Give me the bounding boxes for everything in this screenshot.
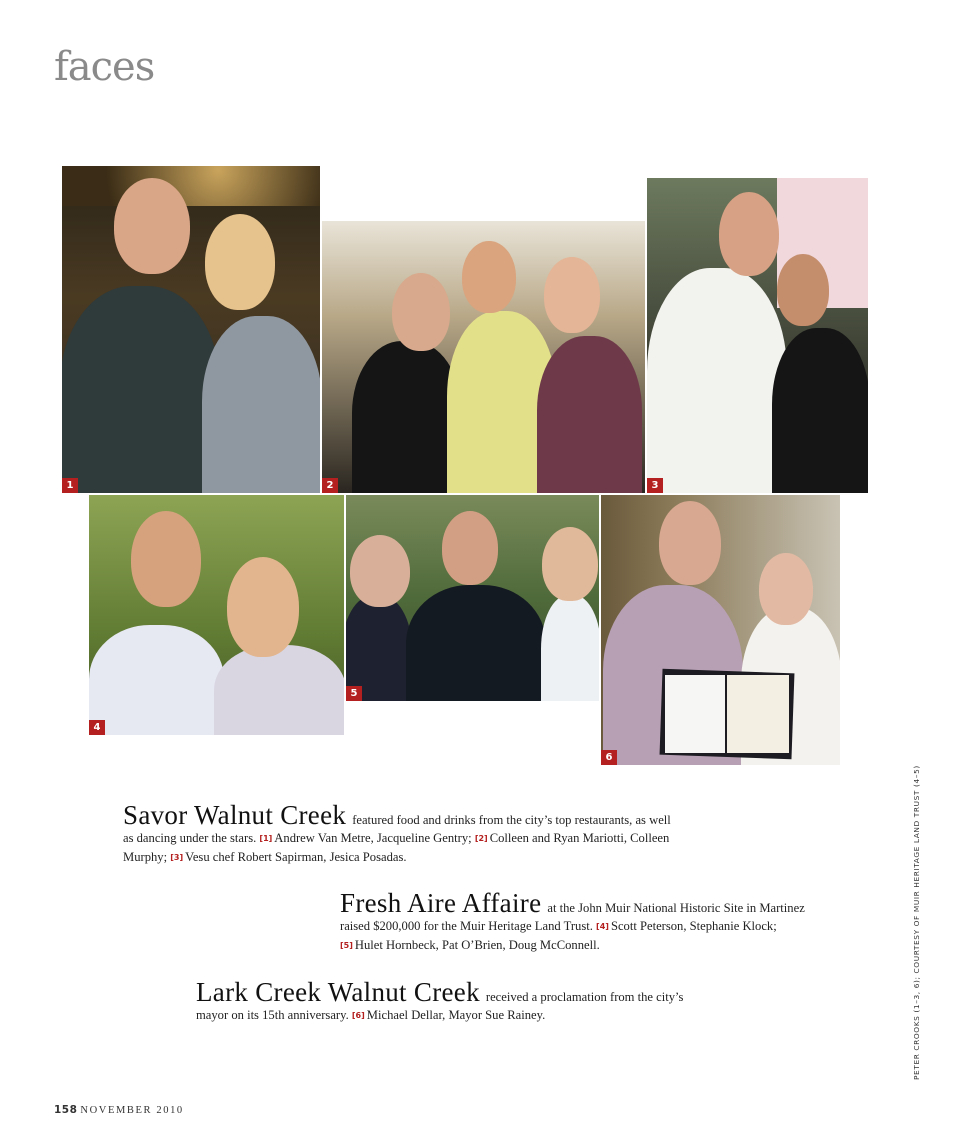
event-caption-lark-creek [196,977,686,1025]
photo-number: 5 [346,686,362,701]
photo-1 [61,165,321,494]
photo-number: 4 [89,720,105,735]
event-description: featured food and drinks from the city’s top restaurants, as well as dancing under the stars. [123,813,671,845]
photo-ref-tag: [2] [474,834,488,843]
photo-4 [88,494,345,736]
photo-ids: Andrew Van Metre, Jacqueline Gentry; [274,831,472,845]
event-title: Savor Walnut Creek [123,800,347,830]
photo-5 [345,494,600,702]
photo-number: 6 [601,750,617,765]
event-description: received a proclamation from the city’s mayor on its 15th anniversary. [196,990,684,1022]
photo-ids: Michael Dellar, Mayor Sue Rainey. [366,1008,546,1022]
photo-6 [600,494,841,766]
photo-number: 1 [62,478,78,493]
photo-ref-tag: [4] [596,922,609,931]
photo-3 [646,177,869,494]
photo-2 [321,220,646,494]
photo-ref-tag: [6] [351,1011,365,1020]
photo-ids: Vesu chef Robert Sapirman, Jesica Posadas. [185,850,407,864]
event-caption-fresh-aire [340,888,810,955]
page-number: 158 [54,1104,78,1116]
photo-ref-tag: [3] [170,853,184,862]
section-title: faces [54,44,155,90]
photo-number: 2 [322,478,338,493]
page-folio [54,1104,184,1116]
event-title: Lark Creek Walnut Creek [196,977,480,1007]
photo-ids: Colleen and Ryan Mariotti, Colleen Murphy; [123,831,670,864]
photo-credit: PETER CROOKS (1–3, 6); COURTESY OF MUIR HERITAGE LAND TRUST (4–5) [912,765,921,1080]
photo-ref-tag: [1] [259,834,273,843]
photo-ids: Hulet Hornbeck, Pat O’Brien, Doug McConnell. [354,938,600,952]
photo-ref-tag: [5] [340,941,353,950]
event-description: at the John Muir National Historic Site in Martinez raised $200,000 for the Muir Heritage Land Trust. [340,901,805,933]
issue-date: NOVEMBER 2010 [80,1105,184,1116]
event-caption-savor [123,800,683,867]
photo-number: 3 [647,478,663,493]
event-title: Fresh Aire Affaire [340,888,542,918]
photo-ids: Scott Peterson, Stephanie Klock; [610,919,777,933]
